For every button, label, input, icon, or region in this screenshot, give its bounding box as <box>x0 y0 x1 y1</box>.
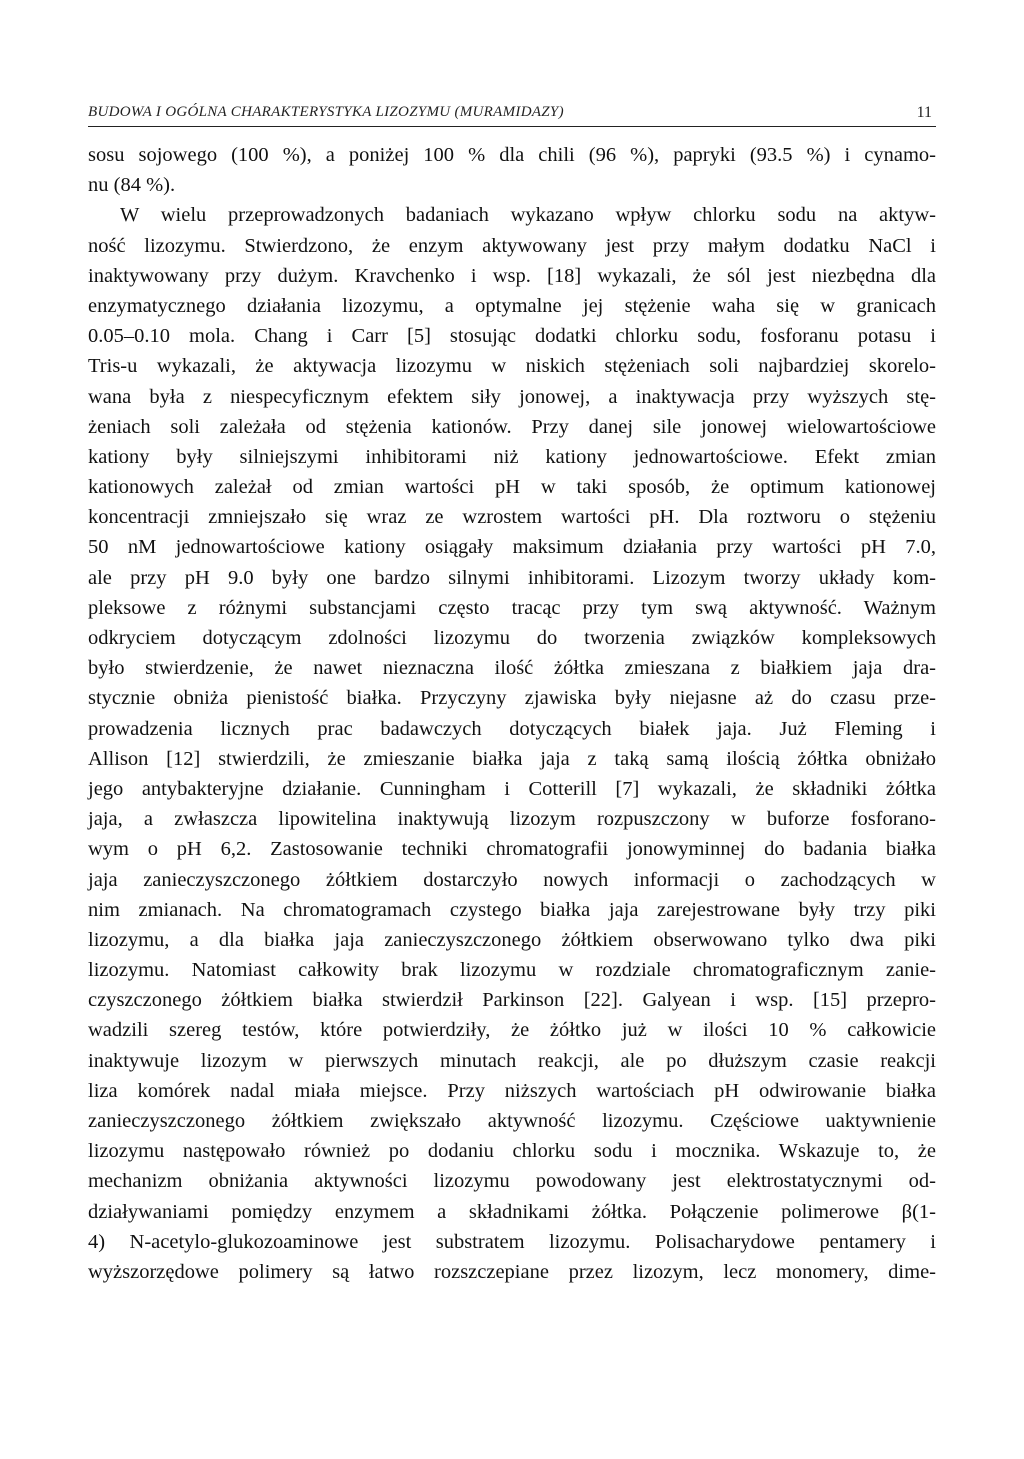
text-line: inaktywowany przy dużym. Kravchenko i wsp. [18] wykazali, że sól jest niezbędna dla <box>88 264 936 287</box>
text-line: wana była z niespecyficznym efektem siły jonowej, a inaktywacja przy wyższych stę- <box>88 385 936 408</box>
text-line: odkryciem dotyczącym zdolności lizozymu do tworzenia związków kompleksowych <box>88 627 936 649</box>
running-title: BUDOWA I OGÓLNA CHARAKTERYSTYKA LIZOZYMU (MURAMIDAZY) <box>88 104 564 120</box>
text-line: W wielu przeprowadzonych badaniach wykazano wpływ chlorku sodu na aktyw- <box>120 204 936 227</box>
text-line: Allison [12] stwierdzili, że zmieszanie białka jaja z taką samą ilością żółtka obniżało <box>88 747 936 770</box>
text-line: mechanizm obniżania aktywności lizozymu powodowany jest elektrostatycznymi od- <box>88 1170 936 1193</box>
text-line: koncentracji zmniejszało się wraz ze wzrostem wartości pH. Dla roztworu o stężeniu <box>88 506 936 529</box>
page-number: 11 <box>916 104 932 121</box>
text-line: jego antybakteryjne działanie. Cunningham i Cotterill [7] wykazali, że składniki żółtka <box>88 777 936 800</box>
text-line: ność lizozymu. Stwierdzono, że enzym aktywowany jest przy małym dodatku NaCl i <box>88 234 936 257</box>
text-line: wym o pH 6,2. Zastosowanie techniki chromatografii jonowyminnej do badania białka <box>88 838 936 861</box>
text-line: wadzili szereg testów, które potwierdziły, że żółtko już w ilości 10 % całkowicie <box>88 1019 936 1042</box>
text-line: żeniach soli zależała od stężenia kationów. Przy danej sile jonowej wielowartościowe <box>88 415 936 438</box>
running-header <box>88 104 936 127</box>
text-line: jaja, a zwłaszcza lipowitelina inaktywują lizozym rozpuszczony w buforze fosforano- <box>88 808 936 831</box>
text-line: zanieczyszczonego żółtkiem zwiększało aktywność lizozymu. Częściowe uaktywnienie <box>88 1110 936 1132</box>
text-line: prowadzenia licznych prac badawczych dotyczących białek jaja. Już Fleming i <box>88 717 936 740</box>
text-line: ale przy pH 9.0 były one bardzo silnymi inhibitorami. Lizozym tworzy układy kom- <box>88 566 936 589</box>
text-line: liza komórek nadal miała miejsce. Przy niższych wartościach pH odwirowanie białka <box>88 1079 936 1102</box>
text-line: lizozymu, a dla białka jaja zanieczyszczonego żółtkiem obserwowano tylko dwa piki <box>88 928 936 951</box>
text-line: 50 nM jednowartościowe kationy osiągały maksimum działania przy wartości pH 7.0, <box>88 536 936 559</box>
body-text <box>88 140 936 1287</box>
text-line: jaja zanieczyszczonego żółtkiem dostarczyło nowych informacji o zachodzących w <box>88 868 936 891</box>
text-line: nu (84 %). <box>88 174 176 197</box>
text-line: kationy były silniejszymi inhibitorami niż kationy jednowartościowe. Efekt zmian <box>88 445 936 468</box>
text-line: wyższorzędowe polimery są łatwo rozszczepiane przez lizozym, lecz monomery, dime- <box>88 1260 936 1283</box>
text-line: stycznie obniża pienistość białka. Przyczyny zjawiska były niejasne aż do czasu prze- <box>88 687 936 710</box>
text-line: działywaniami pomiędzy enzymem a składnikami żółtka. Połączenie polimerowe β(1- <box>88 1200 936 1223</box>
text-line: kationowych zależał od zmian wartości pH w taki sposób, że optimum kationowej <box>88 476 936 499</box>
text-line: enzymatycznego działania lizozymu, a optymalne jej stężenie waha się w granicach <box>88 294 936 317</box>
text-line: było stwierdzenie, że nawet nieznaczna ilość żółtka zmieszana z białkiem jaja dra- <box>88 657 936 680</box>
text-line: 0.05–0.10 mola. Chang i Carr [5] stosując dodatki chlorku sodu, fosforanu potasu i <box>88 325 936 348</box>
text-line: lizozymu. Natomiast całkowity brak lizozymu w rozdziale chromatograficznym zanie- <box>88 959 936 982</box>
text-line: 4) N-acetylo-glukozoaminowe jest substratem lizozymu. Polisacharydowe pentamery i <box>88 1230 936 1253</box>
text-line: pleksowe z różnymi substancjami często tracąc przy tym swą aktywność. Ważnym <box>88 596 936 619</box>
text-line: sosu sojowego (100 %), a poniżej 100 % dla chili (96 %), papryki (93.5 %) i cynamo- <box>88 144 936 166</box>
text-line: inaktywuje lizozym w pierwszych minutach reakcji, ale po dłuższym czasie reakcji <box>88 1049 936 1072</box>
text-line: czyszczonego żółtkiem białka stwierdził Parkinson [22]. Galyean i wsp. [15] przepro- <box>88 989 936 1012</box>
text-line: lizozymu następowało również po dodaniu chlorku sodu i mocznika. Wskazuje to, że <box>88 1140 936 1163</box>
text-line: Tris-u wykazali, że aktywacja lizozymu w niskich stężeniach soli najbardziej skorelo- <box>88 355 936 378</box>
text-line: nim zmianach. Na chromatogramach czystego białka jaja zarejestrowane były trzy piki <box>88 898 936 921</box>
